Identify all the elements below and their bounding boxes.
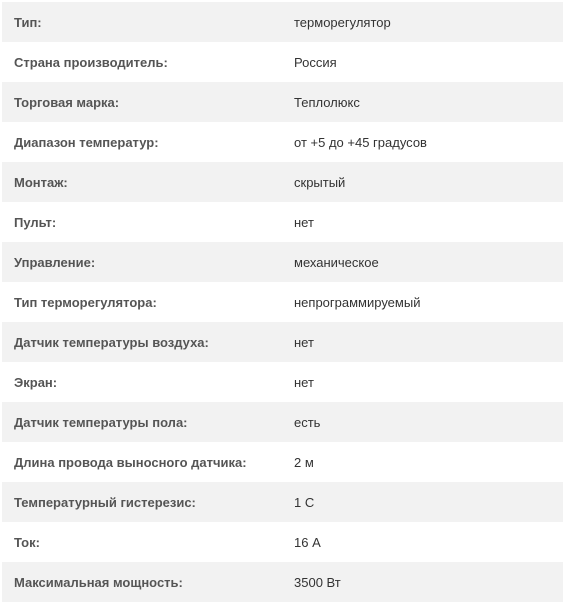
spec-row-temperature-range <box>2 122 563 162</box>
spec-row-type <box>2 2 563 42</box>
spec-row-hysteresis <box>2 482 563 522</box>
spec-row-country <box>2 42 563 82</box>
spec-value: терморегулятор <box>294 14 391 30</box>
spec-label: Максимальная мощность: <box>14 574 183 590</box>
spec-row-max-power <box>2 562 563 602</box>
spec-label: Пульт: <box>14 214 57 230</box>
spec-label: Торговая марка: <box>14 94 120 110</box>
spec-label: Температурный гистерезис: <box>14 494 196 510</box>
spec-row-screen <box>2 362 563 402</box>
spec-row-remote <box>2 202 563 242</box>
spec-value: есть <box>294 414 321 430</box>
spec-label: Монтаж: <box>14 174 68 190</box>
spec-label: Экран: <box>14 374 58 390</box>
spec-row-air-sensor <box>2 322 563 362</box>
spec-value: нет <box>294 214 314 230</box>
spec-row-current <box>2 522 563 562</box>
spec-label: Диапазон температур: <box>14 134 159 150</box>
spec-row-brand <box>2 82 563 122</box>
spec-label: Датчик температуры пола: <box>14 414 188 430</box>
specifications-table <box>2 2 563 602</box>
spec-row-thermostat-type <box>2 282 563 322</box>
spec-row-control <box>2 242 563 282</box>
spec-value: Россия <box>294 54 337 70</box>
spec-value: скрытый <box>294 174 346 190</box>
spec-label: Страна производитель: <box>14 54 168 70</box>
spec-value: нет <box>294 374 314 390</box>
spec-label: Управление: <box>14 254 96 270</box>
spec-row-sensor-wire-length <box>2 442 563 482</box>
spec-row-floor-sensor <box>2 402 563 442</box>
spec-value: Теплолюкс <box>294 94 360 110</box>
spec-value: нет <box>294 334 314 350</box>
spec-label: Датчик температуры воздуха: <box>14 334 209 350</box>
spec-row-mounting <box>2 162 563 202</box>
spec-value: 3500 Вт <box>294 574 341 590</box>
spec-value: непрограммируемый <box>294 294 421 310</box>
spec-value: от +5 до +45 градусов <box>294 134 427 150</box>
spec-value: 16 А <box>294 534 321 550</box>
spec-label: Длина провода выносного датчика: <box>14 454 247 470</box>
spec-value: 2 м <box>294 454 314 470</box>
spec-value: механическое <box>294 254 379 270</box>
spec-label: Ток: <box>14 534 40 550</box>
spec-label: Тип: <box>14 14 42 30</box>
spec-value: 1 С <box>294 494 315 510</box>
spec-label: Тип терморегулятора: <box>14 294 157 310</box>
